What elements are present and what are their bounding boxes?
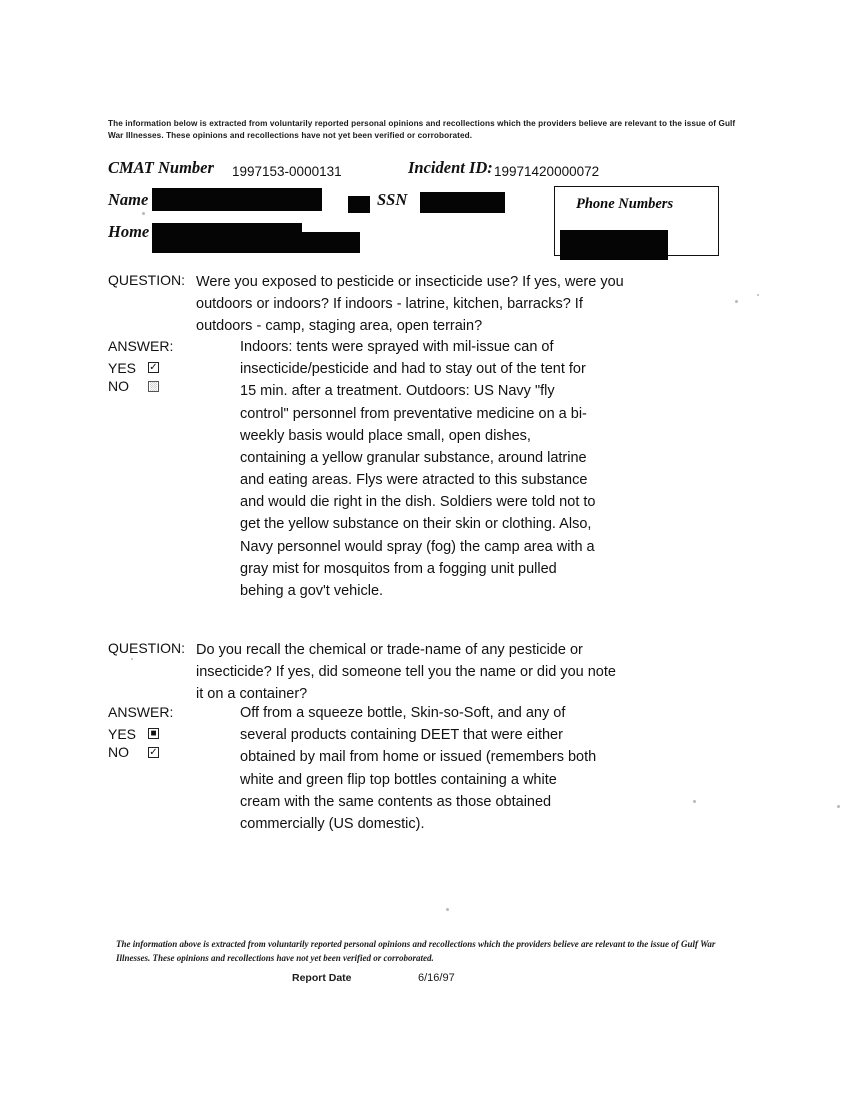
question-label-1: QUESTION: <box>108 272 186 288</box>
redaction-block-home-line2 <box>152 232 360 253</box>
cmat-number-value: 1997153-0000131 <box>232 164 342 179</box>
scan-speck <box>735 300 738 303</box>
no-label-1: NO <box>108 378 129 394</box>
phone-numbers-title: Phone Numbers <box>576 196 674 212</box>
report-date-label: Report Date <box>292 972 352 984</box>
report-date-value: 6/16/97 <box>418 972 455 984</box>
redaction-block-ssn <box>420 192 505 213</box>
no-checkbox-2[interactable]: ✓ <box>149 747 158 758</box>
redaction-block-name <box>152 188 322 211</box>
home-label: Home <box>108 222 150 241</box>
scan-speck <box>142 212 145 215</box>
no-label-2: NO <box>108 744 129 760</box>
scan-speck <box>131 658 133 660</box>
redaction-block-name-suffix <box>348 196 370 213</box>
cmat-number-label: CMAT Number <box>108 158 214 177</box>
answer-label-2: ANSWER: <box>108 704 174 720</box>
no-checkbox-1[interactable]: ░ <box>149 381 158 392</box>
ssn-label: SSN <box>377 190 408 209</box>
scan-speck <box>446 908 449 911</box>
question-label-2: QUESTION: <box>108 640 186 656</box>
question-text-2: Do you recall the chemical or trade-name of any pesticide or insecticide? If yes, did someone tell you the name or did you note it on a container? <box>196 642 616 703</box>
scan-speck <box>837 805 840 808</box>
yes-label-2: YES <box>108 726 137 742</box>
answer-text-2: Off from a squeeze bottle, Skin-so-Soft, and any of several products containing DEET that were either obtained by mail from home or issued (remembers both white and green flip top bottles containing a white cream with the same contents as those obtained commercially (US domestic). <box>240 705 597 832</box>
yes-checkbox-1[interactable]: ✓ <box>149 362 158 373</box>
identifier-row <box>108 158 748 184</box>
answer-label-1: ANSWER: <box>108 338 174 354</box>
yes-label-1: YES <box>108 360 137 376</box>
name-label: Name <box>108 190 149 209</box>
scan-speck <box>693 800 696 803</box>
incident-id-value: 19971420000072 <box>494 164 600 179</box>
redaction-block-phone <box>560 230 668 260</box>
bottom-disclaimer: The information above is extracted from voluntarily reported personal opinions and recollections which the providers believe are relevant to the issue of Gulf War Illnesses. These opinions and recollections have not yet been verified or corroborated. <box>116 939 716 963</box>
yes-checkbox-2[interactable]: ■ <box>148 728 159 739</box>
answer-text-1: Indoors: tents were sprayed with mil-issue can of insecticide/pesticide and had to stay out of the tent for 15 min. after a treatment. Outdoors: US Navy "fly control" personnel from preventative medicine on a bi-weekly basis would place small, open dishes, containing a yellow granular substance, around latrine and eating areas. Flys were atracted to this substance and would die right in the dish. Soldiers were told not to get the yellow substance on their skin or clothing. Also, Navy personnel would spray (fog) the camp area with a gray mist for mosquitos from a fogging unit pulled behing a gov't vehicle. <box>240 339 596 599</box>
scan-speck <box>757 294 759 296</box>
top-disclaimer: The information below is extracted from voluntarily reported personal opinions and recollections which the providers believe are relevant to the issue of Gulf War Illnesses. These opinions and recollections have not yet been verified or corroborated. <box>108 119 736 140</box>
question-text-1: Were you exposed to pesticide or insecticide use? If yes, were you outdoors or indoors? If indoors - latrine, kitchen, barracks? If outdoors - camp, staging area, open terrain? <box>196 274 624 335</box>
incident-id-label: Incident ID: <box>408 158 493 177</box>
